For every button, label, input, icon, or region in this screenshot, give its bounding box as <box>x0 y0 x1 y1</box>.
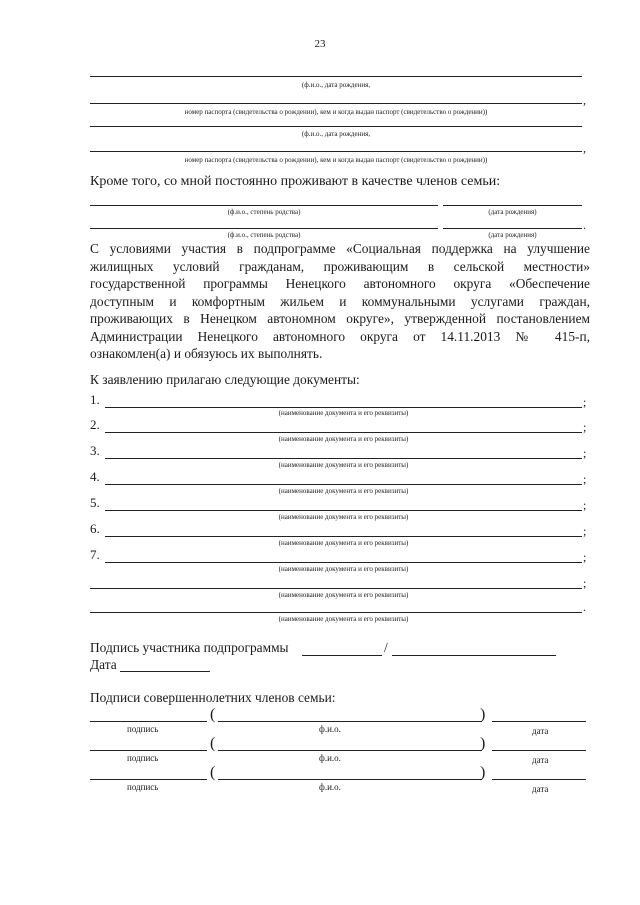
adult-name-line-1 <box>218 721 482 722</box>
adult-date-caption-2: дата <box>532 755 549 765</box>
participant-signature-label: Подпись участника подпрограммы <box>90 640 289 655</box>
passport-line-2 <box>90 151 582 152</box>
family-name-caption-2: (ф.и.о., степень родства) <box>227 231 301 239</box>
adult-signature-line-1 <box>90 721 207 722</box>
passport-caption-1: номер паспорта (свидетельства о рождении), кем и когда выдан паспорт (свидетельство о рождении)) <box>184 108 488 116</box>
conditions-line: С условиями участия в подпрограмме «Социальная поддержка на улучшение <box>90 241 590 256</box>
family-dot: . <box>583 218 586 232</box>
doc-number-6: 6. <box>90 521 100 536</box>
adult-signature-caption-2: подпись <box>127 753 159 763</box>
doc-caption-2: (наименование документа и его реквизиты) <box>278 435 409 443</box>
doc-number-3: 3. <box>90 443 100 458</box>
fio-caption-2: (ф.и.о., дата рождения, <box>301 130 371 138</box>
fio-caption-1: (ф.и.о., дата рождения, <box>301 81 371 89</box>
conditions-line: проживающих в Ненецком автономном округе», утвержденной постановлением <box>90 311 590 326</box>
comma-1: , <box>583 93 586 107</box>
adult-close-paren-1: ) <box>480 706 486 723</box>
doc-line-4 <box>105 484 582 485</box>
signature-slash: / <box>384 640 388 655</box>
doc-line-7 <box>105 562 582 563</box>
doc-semicolon-3: ; <box>583 446 587 460</box>
adult-name-caption-2: ф.и.о. <box>319 753 341 763</box>
conditions-line: государственной программы Ненецкого автономного округа «Обеспечение <box>90 276 590 291</box>
doc-semicolon-8: ; <box>583 576 587 590</box>
doc-line-6 <box>105 536 582 537</box>
family-date-caption-2: (дата рождения) <box>488 231 537 239</box>
adult-signature-caption-1: подпись <box>127 724 159 734</box>
doc-number-7: 7. <box>90 547 100 562</box>
doc-caption-1: (наименование документа и его реквизиты) <box>278 409 409 417</box>
adult-open-paren-2: ( <box>210 735 216 752</box>
page-number: 23 <box>314 38 326 50</box>
doc-caption-6: (наименование документа и его реквизиты) <box>278 539 409 547</box>
adult-signature-caption-3: подпись <box>127 782 159 792</box>
adult-signature-line-3 <box>90 779 207 780</box>
doc-number-5: 5. <box>90 495 100 510</box>
doc-final-dot: . <box>583 600 586 614</box>
adult-name-line-3 <box>218 779 482 780</box>
passport-caption-2: номер паспорта (свидетельства о рождении), кем и когда выдан паспорт (свидетельство о рождении)) <box>184 156 488 164</box>
doc-caption-5: (наименование документа и его реквизиты) <box>278 513 409 521</box>
doc-caption-4: (наименование документа и его реквизиты) <box>278 487 409 495</box>
conditions-line: Администрации Ненецкого автономного округа от 14.11.2013 № 415-п, <box>90 328 590 344</box>
doc-semicolon-6: ; <box>583 524 587 538</box>
doc-caption-3: (наименование документа и его реквизиты) <box>278 461 409 469</box>
doc-caption-9: (наименование документа и его реквизиты) <box>278 615 409 623</box>
adult-signature-line-2 <box>90 750 207 751</box>
family-date-line-2 <box>443 228 582 229</box>
adult-date-line-3 <box>492 779 586 780</box>
family-date-line-1 <box>443 205 582 206</box>
passport-line-1 <box>90 103 582 104</box>
documents-intro: К заявлению прилагаю следующие документы: <box>90 372 360 387</box>
participant-signature-line <box>302 655 382 656</box>
family-intro: Кроме того, со мной постоянно проживают в качестве членов семьи: <box>90 174 501 189</box>
fio-line-2 <box>90 126 582 127</box>
participant-name-line <box>392 655 556 656</box>
adult-close-paren-3: ) <box>480 764 486 781</box>
family-name-caption-1: (ф.и.о., степень родства) <box>227 208 301 216</box>
adult-date-line-1 <box>492 721 586 722</box>
adult-date-line-2 <box>492 750 586 751</box>
comma-2: , <box>583 141 586 155</box>
doc-number-1: 1. <box>90 392 100 407</box>
doc-semicolon-2: ; <box>583 420 587 434</box>
fio-line-1 <box>90 76 582 77</box>
family-date-caption-1: (дата рождения) <box>488 208 537 216</box>
adult-date-caption-3: дата <box>532 784 549 794</box>
conditions-paragraph <box>90 240 590 363</box>
participant-date-label: Дата <box>90 657 117 672</box>
adult-name-line-2 <box>218 750 482 751</box>
doc-caption-7: (наименование документа и его реквизиты) <box>278 565 409 573</box>
doc-line-9 <box>90 612 582 613</box>
adult-name-caption-3: ф.и.о. <box>319 782 341 792</box>
adult-close-paren-2: ) <box>480 735 486 752</box>
doc-number-2: 2. <box>90 417 100 432</box>
doc-line-8 <box>90 588 582 589</box>
adult-open-paren-1: ( <box>210 706 216 723</box>
conditions-line: доступным и комфортным жильем и коммунальными услугами граждан, <box>90 293 590 309</box>
doc-number-4: 4. <box>90 469 100 484</box>
adult-date-caption-1: дата <box>532 726 549 736</box>
doc-caption-8: (наименование документа и его реквизиты) <box>278 591 409 599</box>
doc-line-1 <box>105 407 582 408</box>
participant-date-line <box>120 671 210 672</box>
family-name-line-1 <box>90 205 438 206</box>
doc-semicolon-7: ; <box>583 550 587 564</box>
adult-name-caption-1: ф.и.о. <box>319 724 341 734</box>
doc-line-3 <box>105 458 582 459</box>
conditions-line: ознакомлен(а) и обязуюсь их выполнять. <box>90 346 323 361</box>
family-name-line-2 <box>90 228 438 229</box>
doc-semicolon-5: ; <box>583 498 587 512</box>
doc-semicolon-4: ; <box>583 472 587 486</box>
doc-line-5 <box>105 510 582 511</box>
doc-semicolon-1: ; <box>583 395 587 409</box>
conditions-line: жилищных условий гражданам, проживающим в сельской местности» <box>90 258 590 274</box>
adult-open-paren-3: ( <box>210 764 216 781</box>
adult-signatures-heading: Подписи совершеннолетних членов семьи: <box>90 690 336 705</box>
doc-line-2 <box>105 432 582 433</box>
